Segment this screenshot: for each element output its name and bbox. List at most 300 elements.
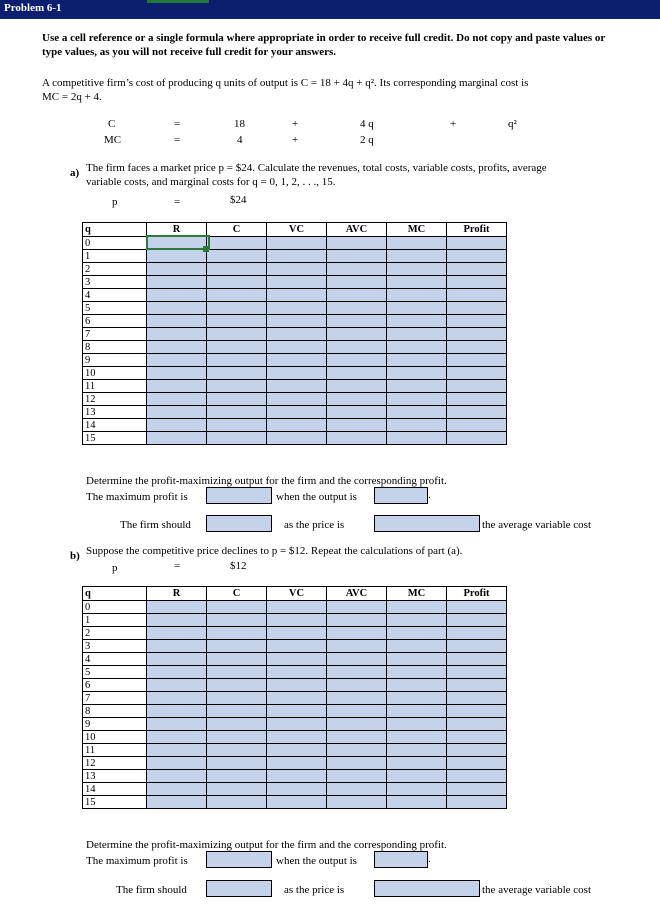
c-input-cell-a[interactable] [207, 289, 267, 302]
c-input-cell-a[interactable] [207, 276, 267, 289]
c-input-cell-b[interactable] [207, 653, 267, 666]
cost-row-c-v2: 4 q [360, 118, 374, 130]
r-input-cell-b[interactable] [147, 705, 207, 718]
c-input-cell-b[interactable] [207, 744, 267, 757]
price-compare-input-b[interactable] [374, 880, 480, 897]
c-input-cell-b[interactable] [207, 601, 267, 614]
profit-input-cell-a[interactable] [447, 393, 507, 406]
q-value-cell: 1 [83, 614, 147, 627]
r-input-cell-b[interactable] [147, 653, 207, 666]
mc-input-cell-a[interactable] [387, 250, 447, 263]
mc-input-cell-a[interactable] [387, 289, 447, 302]
mc-input-cell-b[interactable] [387, 796, 447, 809]
mc-input-cell-b[interactable] [387, 718, 447, 731]
c-input-cell-b[interactable] [207, 627, 267, 640]
vc-input-cell-a[interactable] [267, 276, 327, 289]
r-input-cell-b[interactable] [147, 666, 207, 679]
part-b-text: Suppose the competitive price declines to p = $12. Repeat the calculations of part (a). [86, 545, 463, 557]
mc-input-cell-a[interactable] [387, 276, 447, 289]
q-value-cell: 11 [83, 380, 147, 393]
column-header-mc: MC [387, 587, 447, 601]
profit-input-cell-a[interactable] [447, 250, 507, 263]
r-input-cell-a[interactable] [147, 289, 207, 302]
avc-input-cell-b[interactable] [327, 692, 387, 705]
when-output-label-b: when the output is [276, 855, 357, 867]
mc-input-cell-a[interactable] [387, 237, 447, 250]
mc-input-cell-a[interactable] [387, 341, 447, 354]
price-compare-input-a[interactable] [374, 515, 480, 532]
avc-input-cell-a[interactable] [327, 341, 387, 354]
c-input-cell-a[interactable] [207, 419, 267, 432]
vc-input-cell-a[interactable] [267, 328, 327, 341]
table-row [83, 380, 507, 393]
r-input-cell-a[interactable] [147, 367, 207, 380]
profit-input-cell-a[interactable] [447, 289, 507, 302]
vc-input-cell-b[interactable] [267, 627, 327, 640]
avc-input-cell-a[interactable] [327, 380, 387, 393]
r-input-cell-a[interactable] [147, 419, 207, 432]
c-input-cell-a[interactable] [207, 432, 267, 445]
active-cell-selection [146, 235, 210, 250]
cost-row-mc-label: MC [104, 134, 122, 146]
cost-row-c-v1: 18 [234, 118, 245, 130]
column-header-vc: VC [267, 223, 327, 237]
column-header-avc: AVC [327, 223, 387, 237]
column-header-q: q [83, 587, 147, 601]
profit-input-cell-a[interactable] [447, 354, 507, 367]
profit-input-cell-b[interactable] [447, 666, 507, 679]
mc-input-cell-b[interactable] [387, 614, 447, 627]
c-input-cell-b[interactable] [207, 705, 267, 718]
avc-input-cell-b[interactable] [327, 601, 387, 614]
vc-input-cell-b[interactable] [267, 679, 327, 692]
vc-input-cell-b[interactable] [267, 614, 327, 627]
q-value-cell: 6 [83, 315, 147, 328]
vc-input-cell-a[interactable] [267, 341, 327, 354]
r-input-cell-b[interactable] [147, 692, 207, 705]
c-input-cell-b[interactable] [207, 679, 267, 692]
profit-input-cell-b[interactable] [447, 744, 507, 757]
avc-input-cell-a[interactable] [327, 393, 387, 406]
c-input-cell-a[interactable] [207, 341, 267, 354]
part-b-price-label: p [112, 562, 118, 574]
c-input-cell-b[interactable] [207, 718, 267, 731]
c-input-cell-a[interactable] [207, 406, 267, 419]
mc-input-cell-b[interactable] [387, 731, 447, 744]
vc-input-cell-b[interactable] [267, 718, 327, 731]
c-input-cell-a[interactable] [207, 263, 267, 276]
firm-should-label-a: The firm should [120, 519, 191, 531]
avc-input-cell-a[interactable] [327, 250, 387, 263]
r-input-cell-a[interactable] [147, 276, 207, 289]
avc-input-cell-a[interactable] [327, 406, 387, 419]
c-input-cell-a[interactable] [207, 393, 267, 406]
avc-input-cell-b[interactable] [327, 757, 387, 770]
part-a-text-2: variable costs, and marginal costs for q = 0, 1, 2, . . ., 15. [86, 176, 336, 188]
profit-input-cell-b[interactable] [447, 627, 507, 640]
q-value-cell: 13 [83, 406, 147, 419]
r-input-cell-b[interactable] [147, 601, 207, 614]
table-row [83, 770, 507, 783]
q-value-cell: 14 [83, 419, 147, 432]
q-value-cell: 15 [83, 432, 147, 445]
vc-input-cell-b[interactable] [267, 705, 327, 718]
vc-input-cell-b[interactable] [267, 796, 327, 809]
table-row [83, 367, 507, 380]
avc-input-cell-a[interactable] [327, 328, 387, 341]
q-value-cell: 10 [83, 367, 147, 380]
c-input-cell-b[interactable] [207, 796, 267, 809]
profit-input-cell-b[interactable] [447, 653, 507, 666]
max-profit-label-b: The maximum profit is [86, 855, 188, 867]
q-value-cell: 2 [83, 263, 147, 276]
vc-input-cell-a[interactable] [267, 354, 327, 367]
c-input-cell-a[interactable] [207, 354, 267, 367]
avc-input-cell-b[interactable] [327, 653, 387, 666]
avc-input-cell-a[interactable] [327, 432, 387, 445]
firm-should-input-a[interactable] [206, 515, 272, 532]
q-value-cell: 3 [83, 276, 147, 289]
column-header-profit: Profit [447, 587, 507, 601]
vc-input-cell-b[interactable] [267, 653, 327, 666]
avc-input-cell-b[interactable] [327, 770, 387, 783]
part-a-price-value: $24 [230, 194, 247, 206]
cost-row-c-op1: + [292, 118, 299, 130]
vc-input-cell-a[interactable] [267, 250, 327, 263]
table-row [83, 302, 507, 315]
table-row [83, 432, 507, 445]
c-input-cell-a[interactable] [207, 302, 267, 315]
cost-row-c-op2: + [450, 118, 457, 130]
cost-row-mc-v1: 4 [237, 134, 243, 146]
r-input-cell-b[interactable] [147, 770, 207, 783]
q-value-cell: 15 [83, 796, 147, 809]
profit-input-cell-a[interactable] [447, 328, 507, 341]
r-input-cell-a[interactable] [147, 432, 207, 445]
part-b-price-value: $12 [230, 560, 247, 572]
max-profit-input-a[interactable] [206, 487, 272, 504]
q-value-cell: 2 [83, 627, 147, 640]
vc-input-cell-a[interactable] [267, 302, 327, 315]
profit-input-cell-b[interactable] [447, 770, 507, 783]
output-input-b[interactable] [374, 851, 428, 868]
vc-input-cell-b[interactable] [267, 731, 327, 744]
vc-input-cell-b[interactable] [267, 770, 327, 783]
table-row [83, 341, 507, 354]
profit-input-cell-a[interactable] [447, 380, 507, 393]
r-input-cell-b[interactable] [147, 744, 207, 757]
mc-input-cell-b[interactable] [387, 666, 447, 679]
avc-input-cell-b[interactable] [327, 783, 387, 796]
c-input-cell-b[interactable] [207, 783, 267, 796]
avc-input-cell-b[interactable] [327, 744, 387, 757]
q-value-cell: 9 [83, 718, 147, 731]
vc-input-cell-a[interactable] [267, 367, 327, 380]
r-input-cell-a[interactable] [147, 341, 207, 354]
r-input-cell-a[interactable] [147, 406, 207, 419]
profit-input-cell-b[interactable] [447, 601, 507, 614]
r-input-cell-a[interactable] [147, 393, 207, 406]
q-value-cell: 4 [83, 289, 147, 302]
r-input-cell-a[interactable] [147, 302, 207, 315]
table-row [83, 679, 507, 692]
q-value-cell: 12 [83, 757, 147, 770]
mc-input-cell-a[interactable] [387, 432, 447, 445]
mc-input-cell-a[interactable] [387, 354, 447, 367]
mc-input-cell-b[interactable] [387, 627, 447, 640]
avc-input-cell-a[interactable] [327, 289, 387, 302]
r-input-cell-a[interactable] [147, 328, 207, 341]
avc-input-cell-b[interactable] [327, 640, 387, 653]
mc-input-cell-b[interactable] [387, 640, 447, 653]
vc-input-cell-b[interactable] [267, 666, 327, 679]
avc-input-cell-a[interactable] [327, 237, 387, 250]
q-value-cell: 14 [83, 783, 147, 796]
profit-input-cell-a[interactable] [447, 341, 507, 354]
vc-input-cell-a[interactable] [267, 263, 327, 276]
profit-input-cell-b[interactable] [447, 796, 507, 809]
table-row [83, 354, 507, 367]
q-value-cell: 7 [83, 692, 147, 705]
vc-input-cell-b[interactable] [267, 757, 327, 770]
r-input-cell-b[interactable] [147, 757, 207, 770]
c-input-cell-b[interactable] [207, 770, 267, 783]
mc-input-cell-b[interactable] [387, 653, 447, 666]
profit-input-cell-b[interactable] [447, 692, 507, 705]
vc-input-cell-b[interactable] [267, 692, 327, 705]
mc-input-cell-a[interactable] [387, 302, 447, 315]
problem-title: Problem 6-1 [4, 2, 62, 14]
mc-input-cell-b[interactable] [387, 601, 447, 614]
avc-input-cell-a[interactable] [327, 276, 387, 289]
mc-input-cell-a[interactable] [387, 393, 447, 406]
table-row [83, 289, 507, 302]
profit-input-cell-a[interactable] [447, 406, 507, 419]
table-header-row [83, 587, 507, 601]
c-input-cell-b[interactable] [207, 666, 267, 679]
determine-text-b: Determine the profit-maximizing output for the firm and the corresponding profit. [86, 839, 447, 851]
column-header-c: C [207, 223, 267, 237]
cost-row-mc-op1: + [292, 134, 299, 146]
c-input-cell-b[interactable] [207, 692, 267, 705]
mc-input-cell-b[interactable] [387, 692, 447, 705]
mc-input-cell-a[interactable] [387, 263, 447, 276]
column-header-mc: MC [387, 223, 447, 237]
cost-row-mc-eq: = [174, 134, 181, 146]
mc-input-cell-b[interactable] [387, 705, 447, 718]
profit-input-cell-b[interactable] [447, 731, 507, 744]
period-b: . [428, 853, 431, 865]
table-row [83, 666, 507, 679]
q-value-cell: 0 [83, 601, 147, 614]
mc-input-cell-b[interactable] [387, 679, 447, 692]
mc-input-cell-a[interactable] [387, 328, 447, 341]
r-input-cell-b[interactable] [147, 640, 207, 653]
r-input-cell-b[interactable] [147, 796, 207, 809]
cost-row-c-eq: = [174, 118, 181, 130]
profit-input-cell-b[interactable] [447, 757, 507, 770]
mc-input-cell-a[interactable] [387, 315, 447, 328]
r-input-cell-b[interactable] [147, 627, 207, 640]
profit-input-cell-a[interactable] [447, 367, 507, 380]
avc-input-cell-b[interactable] [327, 627, 387, 640]
cost-table-b [82, 586, 507, 809]
c-input-cell-a[interactable] [207, 237, 267, 250]
table-row [83, 731, 507, 744]
mc-input-cell-a[interactable] [387, 367, 447, 380]
c-input-cell-b[interactable] [207, 614, 267, 627]
vc-input-cell-b[interactable] [267, 601, 327, 614]
table-row [83, 718, 507, 731]
mc-input-cell-a[interactable] [387, 419, 447, 432]
determine-text-a: Determine the profit-maximizing output for the firm and the corresponding profit. [86, 475, 447, 487]
table-row [83, 692, 507, 705]
c-input-cell-b[interactable] [207, 731, 267, 744]
profit-input-cell-b[interactable] [447, 783, 507, 796]
mc-input-cell-a[interactable] [387, 380, 447, 393]
vc-input-cell-a[interactable] [267, 406, 327, 419]
r-input-cell-a[interactable] [147, 354, 207, 367]
avc-input-cell-a[interactable] [327, 302, 387, 315]
column-header-profit: Profit [447, 223, 507, 237]
avc-input-cell-b[interactable] [327, 718, 387, 731]
profit-input-cell-a[interactable] [447, 432, 507, 445]
avc-input-cell-b[interactable] [327, 614, 387, 627]
r-input-cell-b[interactable] [147, 731, 207, 744]
table-row [83, 263, 507, 276]
vc-input-cell-b[interactable] [267, 744, 327, 757]
part-a-text-1: The firm faces a market price p = $24. Calculate the revenues, total costs, variable costs, profits, average [86, 162, 547, 174]
q-value-cell: 6 [83, 679, 147, 692]
q-value-cell: 5 [83, 666, 147, 679]
profit-input-cell-a[interactable] [447, 263, 507, 276]
price-is-label-b: as the price is [284, 884, 345, 896]
table-row [83, 250, 507, 263]
vc-input-cell-a[interactable] [267, 393, 327, 406]
column-header-q: q [83, 223, 147, 237]
profit-input-cell-a[interactable] [447, 276, 507, 289]
vc-input-cell-a[interactable] [267, 380, 327, 393]
profit-input-cell-b[interactable] [447, 640, 507, 653]
output-input-a[interactable] [374, 487, 428, 504]
vc-input-cell-a[interactable] [267, 315, 327, 328]
c-input-cell-a[interactable] [207, 328, 267, 341]
intro-line-2: MC = 2q + 4. [42, 91, 102, 103]
c-input-cell-b[interactable] [207, 757, 267, 770]
r-input-cell-b[interactable] [147, 783, 207, 796]
c-input-cell-a[interactable] [207, 250, 267, 263]
profit-input-cell-a[interactable] [447, 419, 507, 432]
table-row [83, 614, 507, 627]
vc-input-cell-b[interactable] [267, 783, 327, 796]
c-input-cell-a[interactable] [207, 367, 267, 380]
instructions-text: Use a cell reference or a single formula where appropriate in order to receive full credit. Do not copy and paste values or type values, as you will not receive full credit for your answers. [42, 32, 606, 58]
part-a-price-eq: = [174, 196, 181, 208]
title-bar [0, 0, 660, 17]
avc-input-cell-a[interactable] [327, 367, 387, 380]
avc-input-cell-b[interactable] [327, 796, 387, 809]
r-input-cell-a[interactable] [147, 263, 207, 276]
table-row [83, 744, 507, 757]
profit-input-cell-b[interactable] [447, 705, 507, 718]
r-input-cell-a[interactable] [147, 315, 207, 328]
r-input-cell-b[interactable] [147, 679, 207, 692]
vc-input-cell-a[interactable] [267, 237, 327, 250]
mc-input-cell-b[interactable] [387, 744, 447, 757]
title-underline [0, 17, 660, 19]
avc-input-cell-b[interactable] [327, 731, 387, 744]
table-row [83, 757, 507, 770]
table-row [83, 640, 507, 653]
profit-input-cell-b[interactable] [447, 718, 507, 731]
when-output-label-a: when the output is [276, 491, 357, 503]
column-header-r: R [147, 587, 207, 601]
cost-row-mc-v2: 2 q [360, 134, 374, 146]
table-row [83, 783, 507, 796]
avc-label-b: the average variable cost [482, 884, 592, 896]
column-header-r: R [147, 223, 207, 237]
q-value-cell: 3 [83, 640, 147, 653]
mc-input-cell-b[interactable] [387, 757, 447, 770]
c-input-cell-a[interactable] [207, 315, 267, 328]
part-a-price-label: p [112, 196, 118, 208]
vc-input-cell-b[interactable] [267, 640, 327, 653]
avc-input-cell-a[interactable] [327, 263, 387, 276]
profit-input-cell-b[interactable] [447, 679, 507, 692]
q-value-cell: 1 [83, 250, 147, 263]
vc-input-cell-a[interactable] [267, 432, 327, 445]
r-input-cell-a[interactable] [147, 380, 207, 393]
cost-row-c-v3: q² [508, 118, 517, 130]
tab-indicator [147, 0, 209, 3]
profit-input-cell-a[interactable] [447, 237, 507, 250]
r-input-cell-a[interactable] [147, 250, 207, 263]
firm-should-input-b[interactable] [206, 880, 272, 897]
max-profit-input-b[interactable] [206, 851, 272, 868]
max-profit-label-a: The maximum profit is [86, 491, 188, 503]
mc-input-cell-b[interactable] [387, 783, 447, 796]
r-input-cell-b[interactable] [147, 718, 207, 731]
avc-input-cell-b[interactable] [327, 705, 387, 718]
r-input-cell-b[interactable] [147, 614, 207, 627]
avc-input-cell-a[interactable] [327, 419, 387, 432]
profit-input-cell-b[interactable] [447, 614, 507, 627]
c-input-cell-a[interactable] [207, 380, 267, 393]
vc-input-cell-a[interactable] [267, 289, 327, 302]
avc-input-cell-b[interactable] [327, 666, 387, 679]
fill-handle[interactable] [203, 246, 209, 252]
q-value-cell: 0 [83, 237, 147, 250]
profit-input-cell-a[interactable] [447, 302, 507, 315]
mc-input-cell-b[interactable] [387, 770, 447, 783]
firm-should-label-b: The firm should [116, 884, 187, 896]
q-value-cell: 12 [83, 393, 147, 406]
q-value-cell: 8 [83, 341, 147, 354]
table-row [83, 276, 507, 289]
c-input-cell-b[interactable] [207, 640, 267, 653]
q-value-cell: 13 [83, 770, 147, 783]
vc-input-cell-a[interactable] [267, 419, 327, 432]
avc-input-cell-a[interactable] [327, 354, 387, 367]
column-header-avc: AVC [327, 587, 387, 601]
intro-line-1: A competitive firm’s cost of producing q units of output is C = 18 + 4q + q². Its corresponding marginal cost is [42, 77, 529, 89]
column-header-c: C [207, 587, 267, 601]
mc-input-cell-a[interactable] [387, 406, 447, 419]
avc-input-cell-b[interactable] [327, 679, 387, 692]
part-b-letter: b) [70, 550, 80, 562]
avc-input-cell-a[interactable] [327, 315, 387, 328]
profit-input-cell-a[interactable] [447, 315, 507, 328]
